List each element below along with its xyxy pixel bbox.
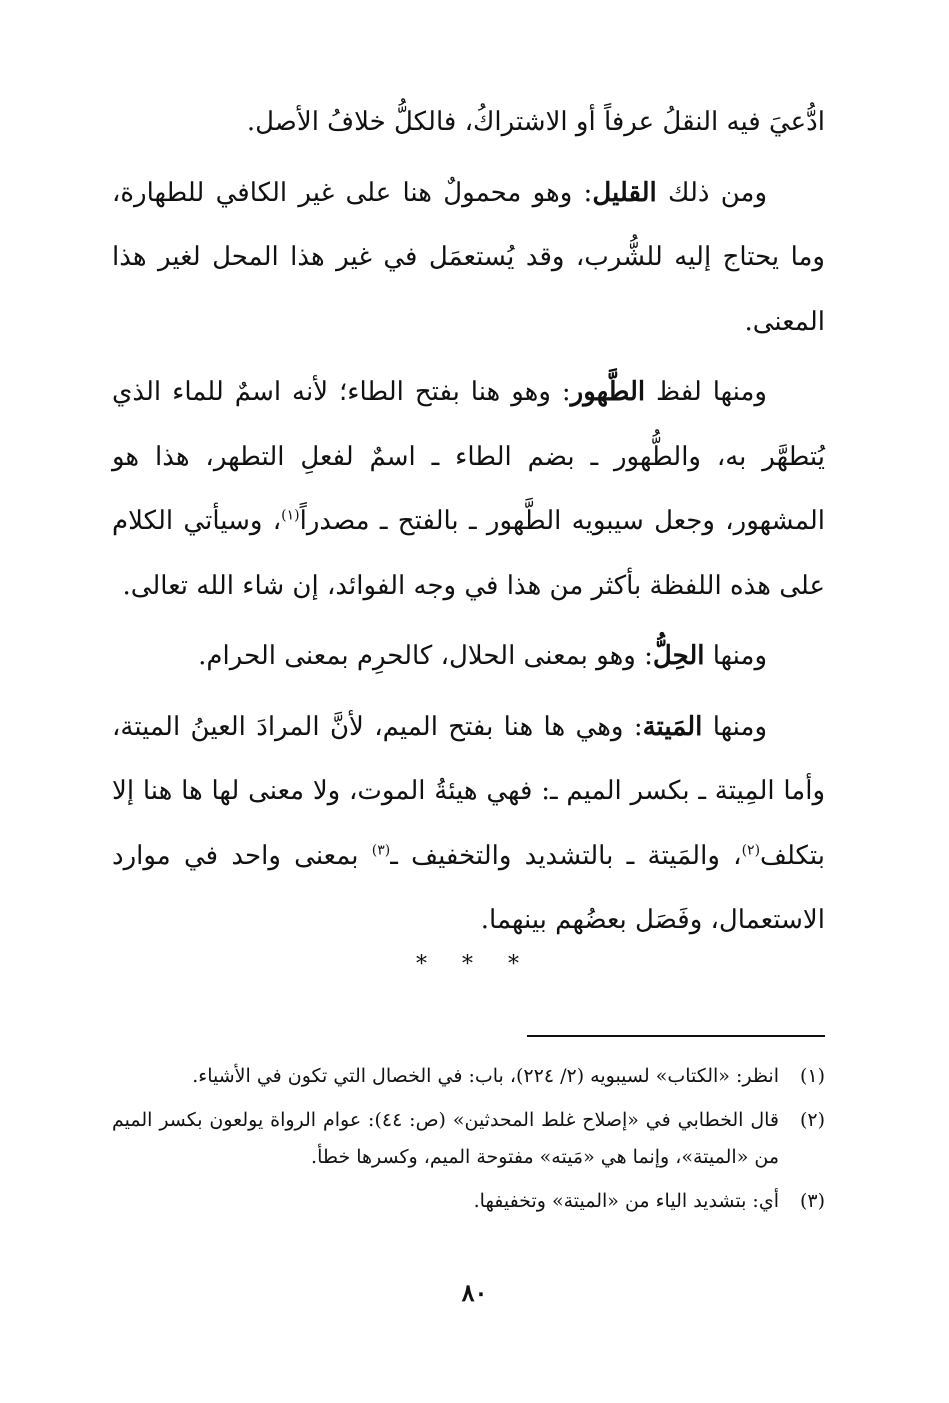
term-tahur: الطَّهور: [570, 377, 646, 407]
paragraph-1-text: ادُّعيَ فيه النقلُ عرفاً أو الاشتراكُ، فالكلُّ خلافُ الأصل.: [246, 107, 825, 137]
footnote-ref-3[interactable]: (٣): [371, 841, 391, 858]
paragraph-4: [112, 624, 825, 689]
paragraph-3: [112, 360, 825, 618]
paragraph-5: [112, 695, 825, 953]
footnote-1: [112, 1058, 825, 1095]
paragraph-2: [112, 161, 825, 355]
paragraph-5-lead: ومنها: [702, 711, 768, 742]
paragraph-4-text: : وهو بمعنى الحلال، كالحرِم بمعنى الحرام.: [198, 641, 653, 671]
paragraph-5-text-mid: ، والمَيتة ـ بالتشديد والتخفيف ـ: [390, 840, 742, 871]
paragraph-2-lead: ومن ذلك: [656, 177, 768, 208]
term-qalil: القليل: [592, 177, 657, 208]
section-separator: * * *: [416, 952, 533, 977]
footnote-ref-1[interactable]: (١): [281, 507, 300, 524]
footnote-number: (١): [799, 1065, 825, 1087]
paragraph-5-text: : وهي ها هنا بفتح الميم، لأنَّ المرادَ العينُ الميتة، وأما المِيتة ـ بكسر الميم ـ: فهي هيئةُ الموت، ولا معنى لها ها هنا إلا بتكلف: [112, 711, 825, 871]
paragraph-3-text: : وهو هنا بفتح الطاء؛ لأنه اسمٌ للماء الذي يُتطهَّر به، والطُّهور ـ بضم الطاء ـ اسمٌ لفعلِ التطهر، هذا هو المشهور، وجعل سيبويه الطَّهور ـ بالفتح ـ مصدراً: [112, 377, 825, 536]
footnote-ref-2[interactable]: (٢): [741, 841, 761, 858]
paragraph-2-text: : وهو محمولٌ هنا على غير الكافي للطهارة، وما يحتاج إليه للشُّرب، وقد يُستعمَل في غير هذا المحل لغير هذا المعنى.: [112, 177, 825, 337]
paragraph-3-text-end: ، وسيأتي الكلام على هذه اللفظة بأكثر من هذا في وجه الفوائد، إن شاء الله تعالى.: [112, 506, 825, 601]
term-mayta: المَيتة: [642, 711, 703, 742]
term-hill: الحِلُّ: [652, 641, 705, 671]
footnote-number: (٢): [799, 1109, 825, 1131]
paragraph-4-lead: ومنها: [704, 641, 767, 671]
footnote-3: [112, 1183, 825, 1220]
footnote-divider: [527, 1035, 825, 1037]
footnote-text: قال الخطابي في «إصلاح غلط المحدثين» (ص: ٤٤): عوام الرواة يولعون بكسر الميم من «الميتة»، وإنما هي «مَيته» مفتوحة الميم، وكسرها خطأ.: [112, 1109, 779, 1168]
paragraph-1: [112, 90, 825, 155]
footnote-text: أي: بتشديد الياء من «الميتة» وتخفيفها.: [473, 1190, 779, 1212]
footnote-text: انظر: «الكتاب» لسيبويه (٢/ ٢٢٤)، باب: في الخصال التي تكون في الأشياء.: [192, 1065, 779, 1087]
paragraph-5-text-end: بمعنى واحد في موارد الاستعمال، وفَصَل بعضُهم بينهما.: [112, 840, 825, 935]
paragraph-3-lead: ومنها لفظ: [645, 377, 767, 407]
main-text: [112, 90, 825, 953]
page-number: ٨٠: [461, 1278, 488, 1307]
footnote-2: [112, 1102, 825, 1176]
footnote-number: (٣): [799, 1190, 825, 1212]
footnotes: [112, 1058, 825, 1227]
